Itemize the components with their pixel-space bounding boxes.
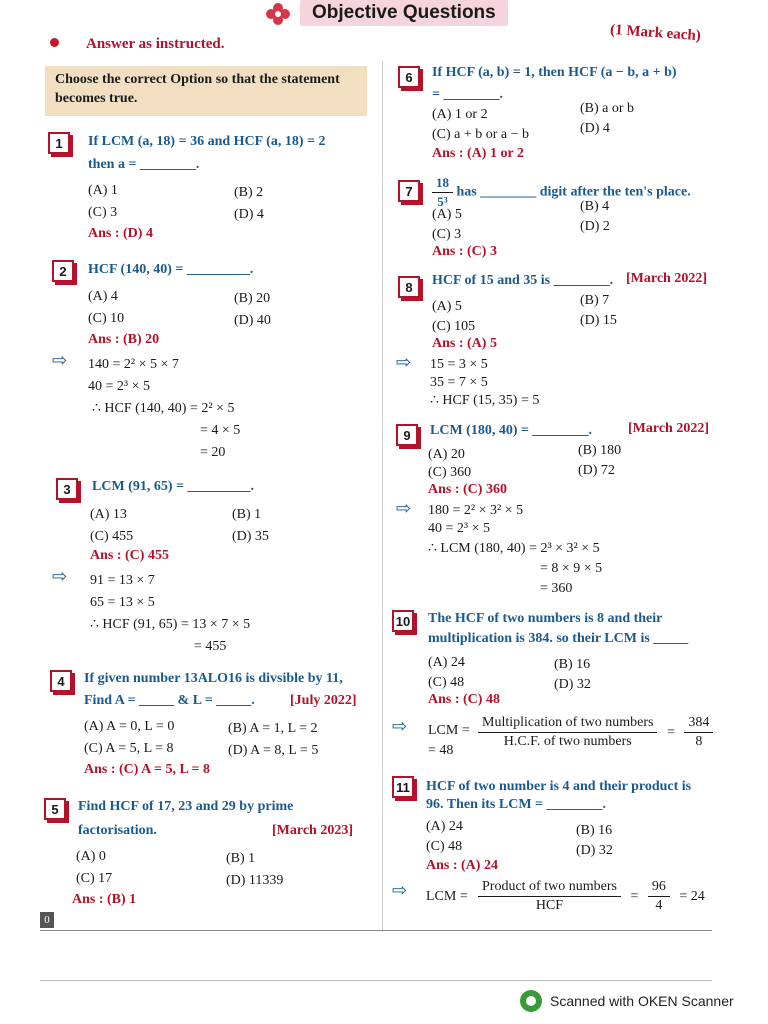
q2-option-a: (A) 4 xyxy=(88,289,118,304)
q2-option-b: (B) 20 xyxy=(234,291,271,306)
question-number-1: 1 xyxy=(48,132,70,154)
question-11-text-2: 96. Then its LCM = ________. xyxy=(426,797,607,812)
q2-step-1: 140 = 2² × 5 × 7 xyxy=(88,357,179,372)
q10-frac-num: Multiplication of two numbers xyxy=(478,714,657,733)
question-10-text-2: multiplication is 384. so their LCM is _____ xyxy=(428,631,689,646)
q8-tag: [March 2022] xyxy=(626,271,707,286)
scanner-logo-icon xyxy=(520,990,542,1012)
q10-answer: Ans : (C) 48 xyxy=(428,692,500,707)
q1-option-c: (C) 3 xyxy=(88,205,118,220)
q3-option-d: (D) 35 xyxy=(232,529,269,544)
q4-option-c: (C) A = 5, L = 8 xyxy=(84,741,174,756)
question-4-text-2: Find A = _____ & L = _____. xyxy=(84,693,255,708)
bullet-icon xyxy=(50,38,59,47)
q7-option-d: (D) 2 xyxy=(580,219,610,234)
question-3-text: LCM (91, 65) = _________. xyxy=(92,479,254,494)
q11-rden: 4 xyxy=(655,898,663,913)
q3-step-3: ∴ HCF (91, 65) = 13 × 7 × 5 xyxy=(90,617,251,632)
question-number-10: 10 xyxy=(392,610,414,632)
q9-step-4: = 8 × 9 × 5 xyxy=(540,561,603,576)
solution-arrow-icon: ⇨ xyxy=(52,566,68,586)
solution-arrow-icon: ⇨ xyxy=(52,350,68,370)
flower-logo-icon xyxy=(262,2,294,26)
solution-arrow-icon: ⇨ xyxy=(392,880,408,900)
q4-option-b: (B) A = 1, L = 2 xyxy=(228,721,318,736)
q7-answer: Ans : (C) 3 xyxy=(432,244,497,259)
q9-tag: [March 2022] xyxy=(628,421,709,436)
question-1-text: If LCM (a, 18) = 36 and HCF (a, 18) = 2 xyxy=(88,134,326,149)
q9-option-c: (C) 360 xyxy=(428,465,472,480)
q10-option-b: (B) 16 xyxy=(554,657,591,672)
q1-option-a: (A) 1 xyxy=(88,183,118,198)
q2-option-d: (D) 40 xyxy=(234,313,271,328)
q11-option-c: (C) 48 xyxy=(426,839,463,854)
q2-step-3: ∴ HCF (140, 40) = 2² × 5 xyxy=(92,401,235,416)
q8-option-b: (B) 7 xyxy=(580,293,610,308)
q6-option-b: (B) a or b xyxy=(580,101,635,116)
question-number-8: 8 xyxy=(398,276,420,298)
q4-option-d: (D) A = 8, L = 5 xyxy=(228,743,319,758)
divider xyxy=(40,980,712,981)
question-5-text-2: factorisation. xyxy=(78,823,157,838)
q11-frac-den: HCF xyxy=(535,898,564,913)
q11-fraction: $\frac{\text{Product of two numbers}}{\text{HCF}}$ = $\frac{96}{4}$ = 24 xyxy=(478,878,705,915)
q5-option-b: (B) 1 xyxy=(226,851,256,866)
q9-step-3: ∴ LCM (180, 40) = 2³ × 3² × 5 xyxy=(428,541,600,556)
question-9-text: LCM (180, 40) = ________. xyxy=(430,423,592,438)
q4-option-a: (A) A = 0, L = 0 xyxy=(84,719,175,734)
q2-step-2: 40 = 2³ × 5 xyxy=(88,379,150,394)
instruction: Answer as instructed. xyxy=(86,36,225,52)
q10-result: = 48 xyxy=(428,743,454,758)
q8-option-d: (D) 15 xyxy=(580,313,617,328)
q11-option-a: (A) 24 xyxy=(426,819,463,834)
q2-option-c: (C) 10 xyxy=(88,311,125,326)
question-6-text-2: = ________. xyxy=(432,87,503,102)
q8-step-3: ∴ HCF (15, 35) = 5 xyxy=(430,393,540,408)
question-number-4: 4 xyxy=(50,670,72,692)
q7-option-c: (C) 3 xyxy=(432,227,462,242)
q11-frac-num: Product of two numbers xyxy=(478,878,621,897)
q11-answer: Ans : (A) 24 xyxy=(426,858,498,873)
q10-frac-den: H.C.F. of two numbers xyxy=(503,734,632,749)
q6-answer: Ans : (A) 1 or 2 xyxy=(432,146,524,161)
solution-arrow-icon: ⇨ xyxy=(396,352,412,372)
question-number-7: 7 xyxy=(398,180,420,202)
question-number-9: 9 xyxy=(396,424,418,446)
q9-step-1: 180 = 2² × 3² × 5 xyxy=(428,503,524,518)
q5-option-c: (C) 17 xyxy=(76,871,113,886)
q10-rnum: 384 xyxy=(684,714,713,733)
q3-step-4: = 455 xyxy=(194,639,227,654)
marks-note: (1 Mark each) xyxy=(609,21,702,45)
q3-step-1: 91 = 13 × 7 xyxy=(90,573,155,588)
q11-result: = 24 xyxy=(679,888,705,904)
q7-option-b: (B) 4 xyxy=(580,199,610,214)
divider xyxy=(40,930,712,931)
q10-option-a: (A) 24 xyxy=(428,655,465,670)
q2-step-5: = 20 xyxy=(200,445,226,460)
q6-option-d: (D) 4 xyxy=(580,121,610,136)
question-1-text-2: then a = ________. xyxy=(88,157,200,172)
q8-option-a: (A) 5 xyxy=(432,299,462,314)
question-2-text: HCF (140, 40) = _________. xyxy=(88,262,254,277)
q4-answer: Ans : (C) A = 5, L = 8 xyxy=(84,762,211,777)
q3-option-a: (A) 13 xyxy=(90,507,127,522)
q1-option-d: (D) 4 xyxy=(234,207,264,222)
q8-step-2: 35 = 7 × 5 xyxy=(430,375,488,390)
q2-answer: Ans : (B) 20 xyxy=(88,332,160,347)
q8-option-c: (C) 105 xyxy=(432,319,476,334)
question-number-6: 6 xyxy=(398,66,420,88)
question-10-text: The HCF of two numbers is 8 and their xyxy=(428,611,663,626)
question-6-text: If HCF (a, b) = 1, then HCF (a − b, a + b) xyxy=(432,65,677,80)
q11-option-b: (B) 16 xyxy=(576,823,613,838)
question-4-text: If given number 13ALO16 is divsible by 11, xyxy=(84,671,343,686)
q8-step-1: 15 = 3 × 5 xyxy=(430,357,488,372)
q11-lcm-label: LCM = xyxy=(426,889,468,904)
question-7-text: $\frac{18}{\text{5³}}$ has ________ digit after the ten's place. xyxy=(432,174,691,211)
solution-arrow-icon: ⇨ xyxy=(392,716,408,736)
q9-option-b: (B) 180 xyxy=(578,443,622,458)
q9-option-d: (D) 72 xyxy=(578,463,615,478)
q9-step-2: 40 = 2³ × 5 xyxy=(428,521,490,536)
choose-box: Choose the correct Option so that the statement becomes true. xyxy=(45,66,367,116)
question-number-2: 2 xyxy=(52,260,74,282)
q1-answer: Ans : (D) 4 xyxy=(88,226,153,241)
q10-option-c: (C) 48 xyxy=(428,675,465,690)
scanner-watermark xyxy=(520,990,734,1012)
question-5-text: Find HCF of 17, 23 and 29 by prime xyxy=(78,799,294,814)
q10-lcm-label: LCM = xyxy=(428,723,470,738)
question-number-5: 5 xyxy=(44,798,66,820)
q6-option-c: (C) a + b or a − b xyxy=(432,127,530,142)
q11-rnum: 96 xyxy=(648,878,670,897)
question-number-11: 11 xyxy=(392,776,414,798)
q3-option-b: (B) 1 xyxy=(232,507,262,522)
q3-answer: Ans : (C) 455 xyxy=(90,548,169,563)
q10-fraction: $\frac{\text{Multiplication of two numbers}}{\text{H.C.F. of two numbers}}$ = $\frac{384}{8}$ xyxy=(478,714,713,751)
page-title: Objective Questions xyxy=(300,0,508,26)
q7-fraction: $\frac{18}{\text{5³}}$ xyxy=(432,174,453,211)
q11-option-d: (D) 32 xyxy=(576,843,613,858)
question-number-3: 3 xyxy=(56,478,78,500)
q3-step-2: 65 = 13 × 5 xyxy=(90,595,155,610)
solution-arrow-icon: ⇨ xyxy=(396,498,412,518)
q9-step-5: = 360 xyxy=(540,581,573,596)
q5-answer: Ans : (B) 1 xyxy=(72,892,137,907)
scanner-text: Scanned with OKEN Scanner xyxy=(550,993,734,1009)
q7-option-a: (A) 5 xyxy=(432,207,462,222)
q3-option-c: (C) 455 xyxy=(90,529,134,544)
q2-step-4: = 4 × 5 xyxy=(200,423,241,438)
q10-option-d: (D) 32 xyxy=(554,677,591,692)
q4-tag: [July 2022] xyxy=(290,693,357,708)
question-8-text: HCF of 15 and 35 is ________. xyxy=(432,273,614,288)
page-number: 0 xyxy=(40,912,54,928)
q5-tag: [March 2023] xyxy=(272,823,353,838)
q5-option-d: (D) 11339 xyxy=(226,873,284,888)
q5-option-a: (A) 0 xyxy=(76,849,106,864)
q9-option-a: (A) 20 xyxy=(428,447,465,462)
q1-option-b: (B) 2 xyxy=(234,185,264,200)
q9-answer: Ans : (C) 360 xyxy=(428,482,507,497)
column-divider xyxy=(382,62,383,932)
q6-option-a: (A) 1 or 2 xyxy=(432,107,488,122)
q8-answer: Ans : (A) 5 xyxy=(432,336,497,351)
q10-rden: 8 xyxy=(695,734,703,749)
question-11-text: HCF of two number is 4 and their product is xyxy=(426,779,692,794)
